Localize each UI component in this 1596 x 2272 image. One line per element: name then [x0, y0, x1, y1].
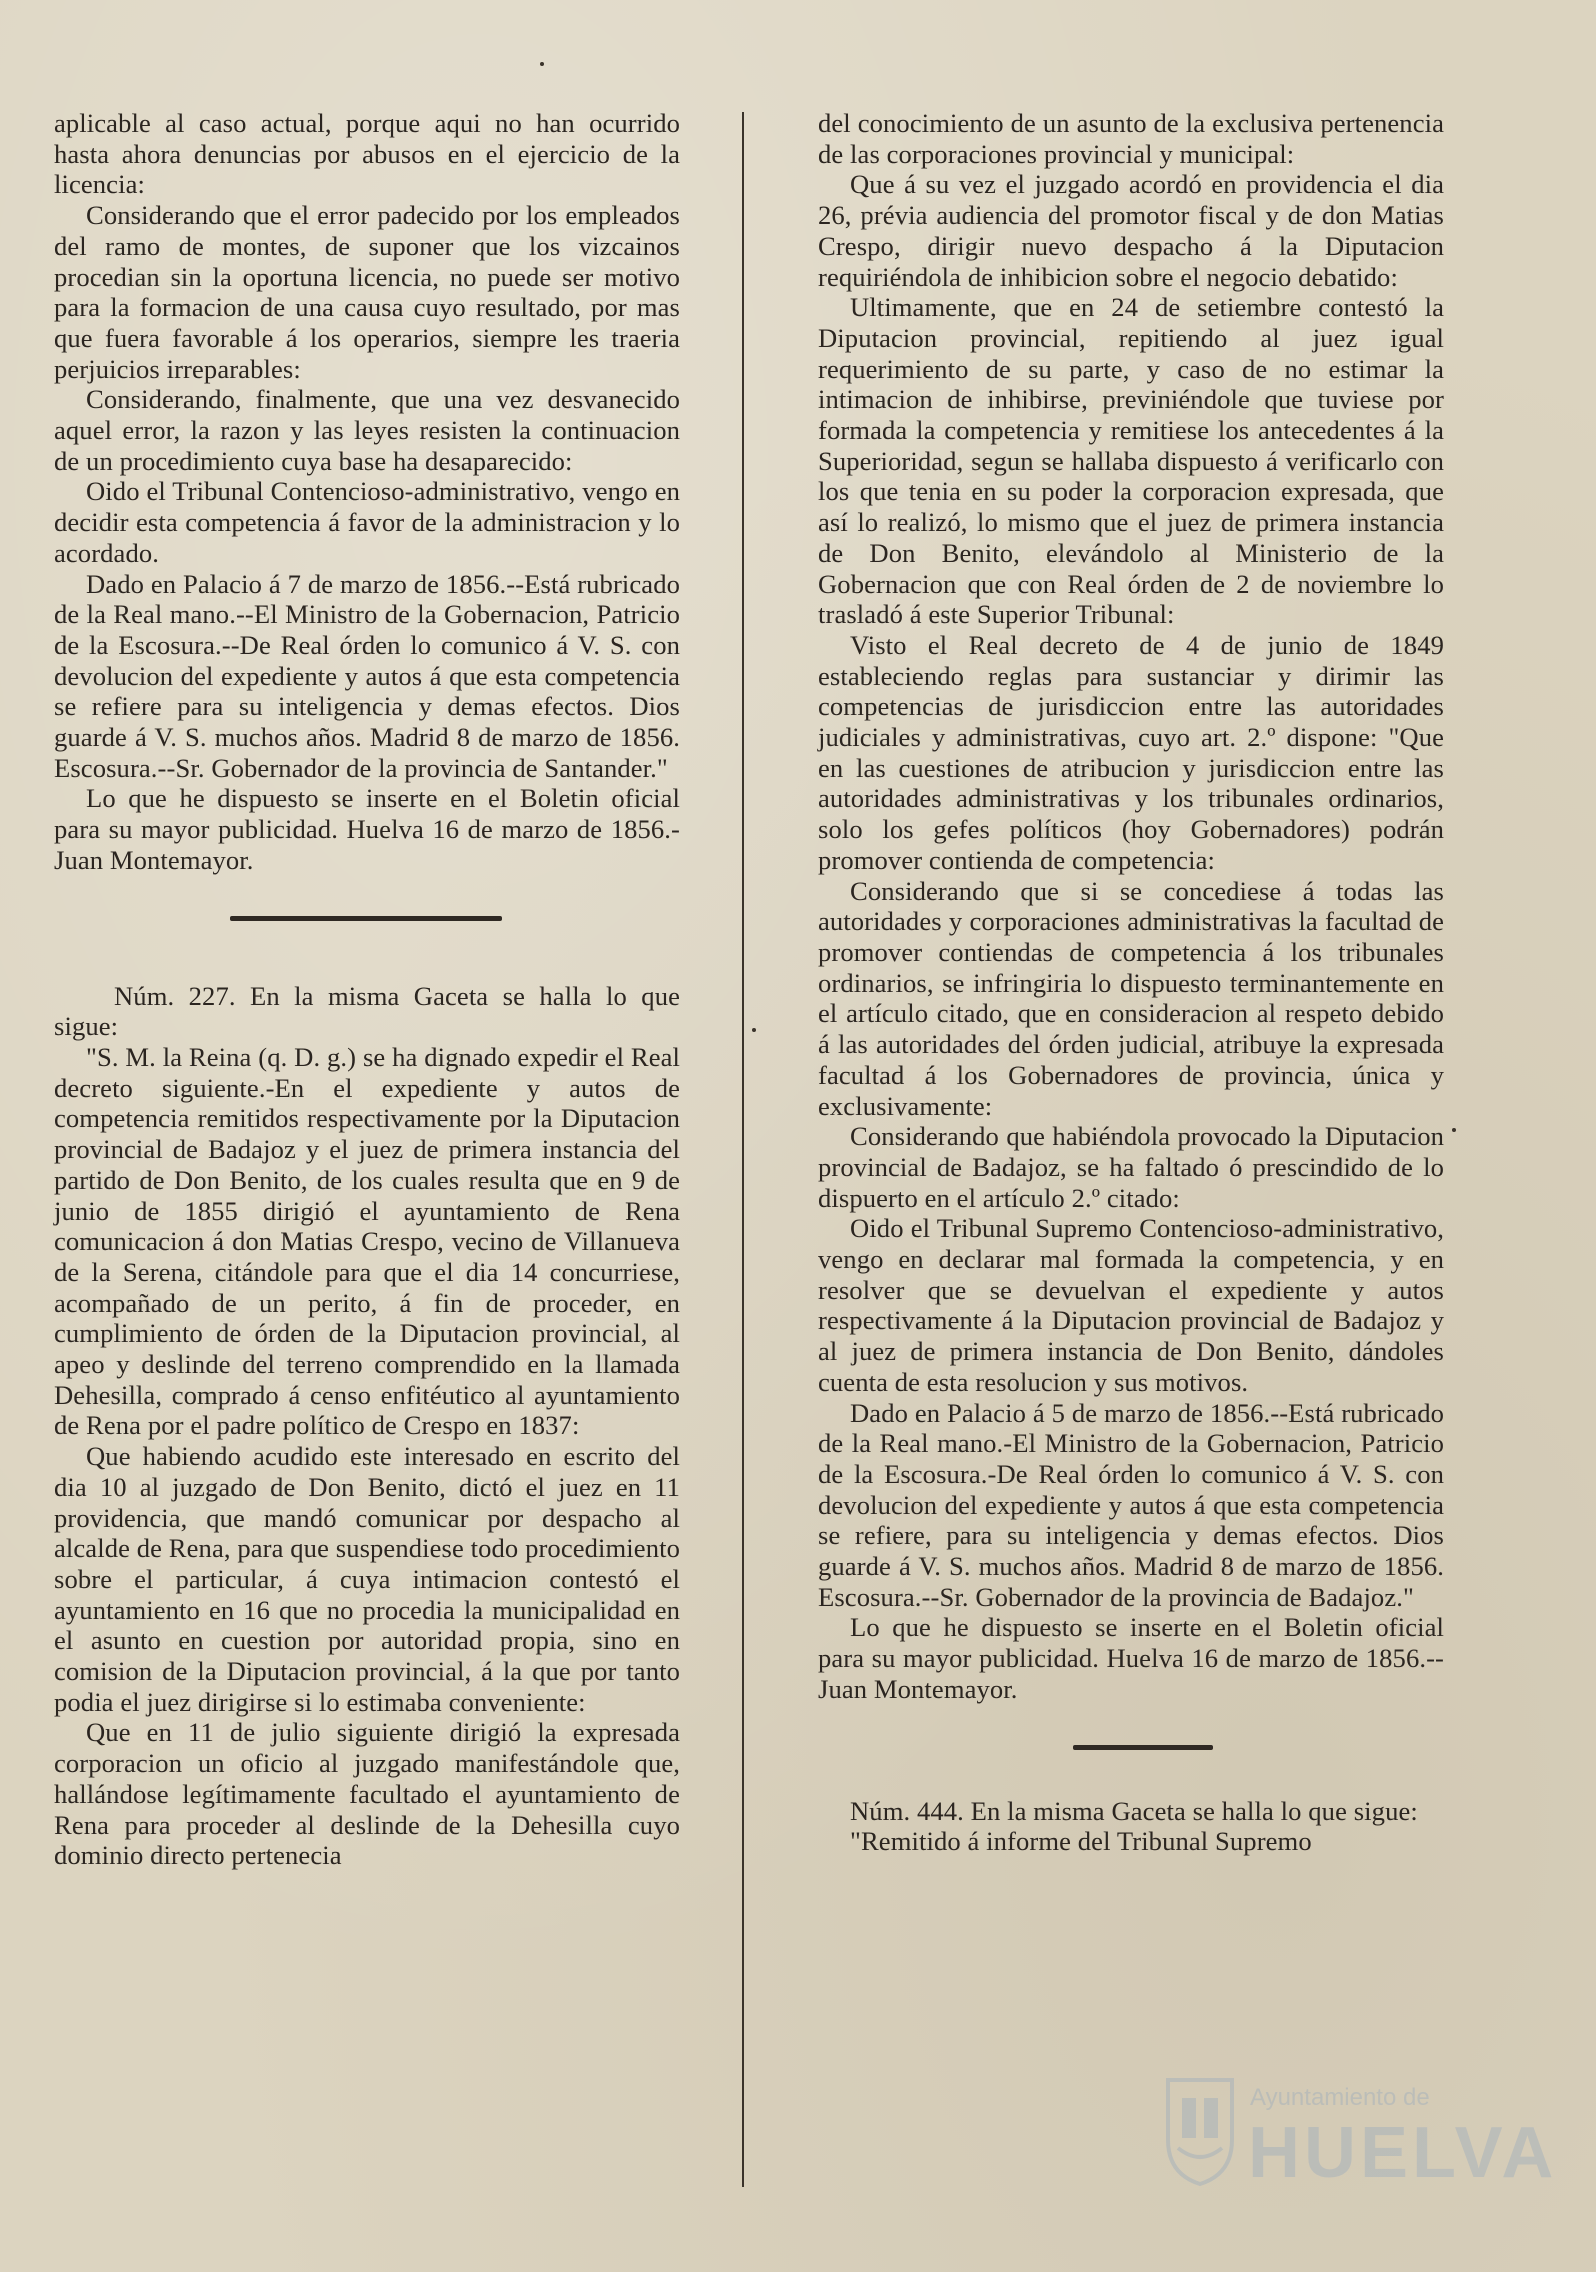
right-column — [818, 108, 1444, 1857]
paragraph: "Remitido á informe del Tribunal Supremo — [850, 1826, 1312, 1857]
paragraph: Considerando que habiéndola provocado la Diputacion provincial de Badajoz, se ha faltado ó prescindido de lo dispuerto en el artículo 2.º citado: — [818, 1121, 1444, 1213]
paragraph: Lo que he dispuesto se inserte en el Boletin oficial para su mayor publicidad. Huelva 16 de marzo de 1856.-Juan Montemayor. — [54, 783, 680, 875]
paragraph: Considerando que el error padecido por los empleados del ramo de montes, de suponer que los vizcainos procedian sin la oportuna licencia, no puede ser motivo para la formacion de una causa cuyo resultado, por mas que fuera favorable á los operarios, siempre les traeria perjuicios irreparables: — [54, 200, 680, 384]
section-divider — [1073, 1745, 1213, 1750]
paragraph: aplicable al caso actual, porque aqui no han ocurrido hasta ahora denuncias por abusos en el ejercicio de la licencia: — [54, 108, 680, 200]
paragraph: Que en 11 de julio siguiente dirigió la expresada corporacion un oficio al juzgado manifestándole que, hallándose legítimamente facultado el ayuntamiento de Rena para proceder al deslinde de la Dehesilla cuyo dominio directo pertenecia — [54, 1717, 680, 1871]
paragraph: Considerando que si se concediese á todas las autoridades y corporaciones administrativas la facultad de promover contiendas de competencia á los tribunales ordinarios, se infringiria lo dispuesto terminantemente en el artículo citado, que en consideracion al respeto debido á las autoridades del órden judicial, atribuye la expresada facultad á los Gobernadores de provincia, única y exclusivamente: — [818, 875, 1444, 1121]
print-speck — [1452, 1128, 1456, 1132]
archive-watermark — [1160, 2060, 1558, 2210]
paragraph: Considerando, finalmente, que una vez desvanecido aquel error, la razon y las leyes resisten la continuacion de un procedimiento cuya base ha desaparecido: — [54, 384, 680, 476]
paragraph: Visto el Real decreto de 4 de junio de 1849 estableciendo reglas para sustanciar y dirimir las competencias de jurisdiccion entre las autoridades judiciales y administrativas, cuyo art. 2.º dispone: "Que en las cuestiones de atribucion y jurisdiccion entre las autoridades administrativas y los tribunales ordinarios, solo los gefes políticos (hoy Gobernadores) podrán promover contienda de competencia: — [818, 629, 1444, 875]
paragraph: Oido el Tribunal Contencioso-administrativo, vengo en decidir esta competencia á favor de la administracion y lo acordado. — [54, 476, 680, 568]
paragraph: "S. M. la Reina (q. D. g.) se ha dignado expedir el Real decreto siguiente.-En el expediente y autos de competencia remitidos respectivamente por la Diputacion provincial de Badajoz y el juez de primera instancia del partido de Don Benito, de los cuales resulta que en 9 de junio de 1855 dirigió el ayuntamiento de Rena comunicacion á don Matias Crespo, vecino de Villanueva de la Serena, citándole para que el dia 14 concurriese, acompañado de un perito, á fin de proceder, en cumplimiento de órden de la Diputacion provincial, al apeo y deslinde del terreno comprendido en la llamada Dehesilla, comprado á censo enfitéutico al ayuntamiento de Rena por el padre político de Crespo en 1837: — [54, 1041, 680, 1441]
paragraph: Oido el Tribunal Supremo Contencioso-administrativo, vengo en declarar mal formada la competencia, y en resolver que se devuelvan el expediente y autos respectivamente á la Diputacion provincial de Badajoz y al juez de primera instancia de Don Benito, dándoles cuenta de esta resolucion y sus motivos. — [818, 1213, 1444, 1397]
section-heading: Núm. 227. En la misma Gaceta se halla lo que sigue: — [54, 980, 680, 1042]
paragraph: Lo que he dispuesto se inserte en el Boletin oficial para su mayor publicidad. Huelva 16 de marzo de 1856.--Juan Montemayor. — [818, 1612, 1444, 1704]
watermark-title: HUELVA — [1248, 2113, 1558, 2193]
paragraph: del conocimiento de un asunto de la exclusiva pertenencia de las corporaciones provincial y municipal: — [818, 108, 1444, 169]
print-speck — [540, 62, 544, 66]
paragraph: Que habiendo acudido este interesado en escrito del dia 10 al juzgado de Don Benito, dictó el juez en 11 providencia, que mandó comunicar por despacho al alcalde de Rena, para que suspendiese todo procedimiento sobre el particular, á cuya intimacion contestó el ayuntamiento en 16 que no procedia la municipalidad en el asunto en cuestion por autoridad propia, sino en comision de la Diputacion provincial, á la que por tanto podia el juez dirigirse si lo estimaba conveniente: — [54, 1441, 680, 1717]
paragraph: Ultimamente, que en 24 de setiembre contestó la Diputacion provincial, repitiendo al juez igual requerimiento de su parte, y caso de no estimar la intimacion de inhibirse, previniéndole que tuviese por formada la competencia y remitiese los antecedentes á la Superioridad, segun se hallaba dispuesto á verificarlo con los que tenia en su poder la corporacion expresada, que así lo realizó, lo mismo que el juez de primera instancia de Don Benito, elevándolo al Ministerio de la Gobernacion que con Real órden de 2 de noviembre lo trasladó á este Superior Tribunal: — [818, 292, 1444, 630]
crest-icon — [1160, 2070, 1240, 2188]
watermark-caption: Ayuntamiento de — [1250, 2084, 1430, 2111]
paragraph: Dado en Palacio á 5 de marzo de 1856.--Está rubricado de la Real mano.-El Ministro de la Gobernacion, Patricio de la Escosura.-De Real órden lo comunico á V. S. con devolucion del expediente y autos á que esta competencia se refiere, para su inteligencia y demas efectos. Dios guarde á V. S. muchos años. Madrid 8 de marzo de 1856. Escosura.--Sr. Gobernador de la provincia de Badajoz." — [818, 1397, 1444, 1612]
paragraph: Que á su vez el juzgado acordó en providencia el dia 26, prévia audiencia del promotor fiscal y de don Matias Crespo, dirigir nuevo despacho á la Diputacion requiriéndola de inhibicion sobre el negocio debatido: — [818, 169, 1444, 292]
left-column — [54, 108, 680, 1871]
print-speck — [752, 1028, 756, 1032]
paragraph: Dado en Palacio á 7 de marzo de 1856.--Está rubricado de la Real mano.--El Ministro de la Gobernacion, Patricio de la Escosura.--De Real órden lo comunico á V. S. con devolucion del expediente y autos á que esta competencia se refiere para su inteligencia y demas efectos. Dios guarde á V. S. muchos años. Madrid 8 de marzo de 1856. Escosura.--Sr. Gobernador de la provincia de Santander." — [54, 568, 680, 783]
column-divider — [742, 112, 744, 2187]
section-divider — [230, 916, 502, 921]
section-heading: Núm. 444. En la misma Gaceta se halla lo que sigue: — [850, 1795, 1418, 1826]
